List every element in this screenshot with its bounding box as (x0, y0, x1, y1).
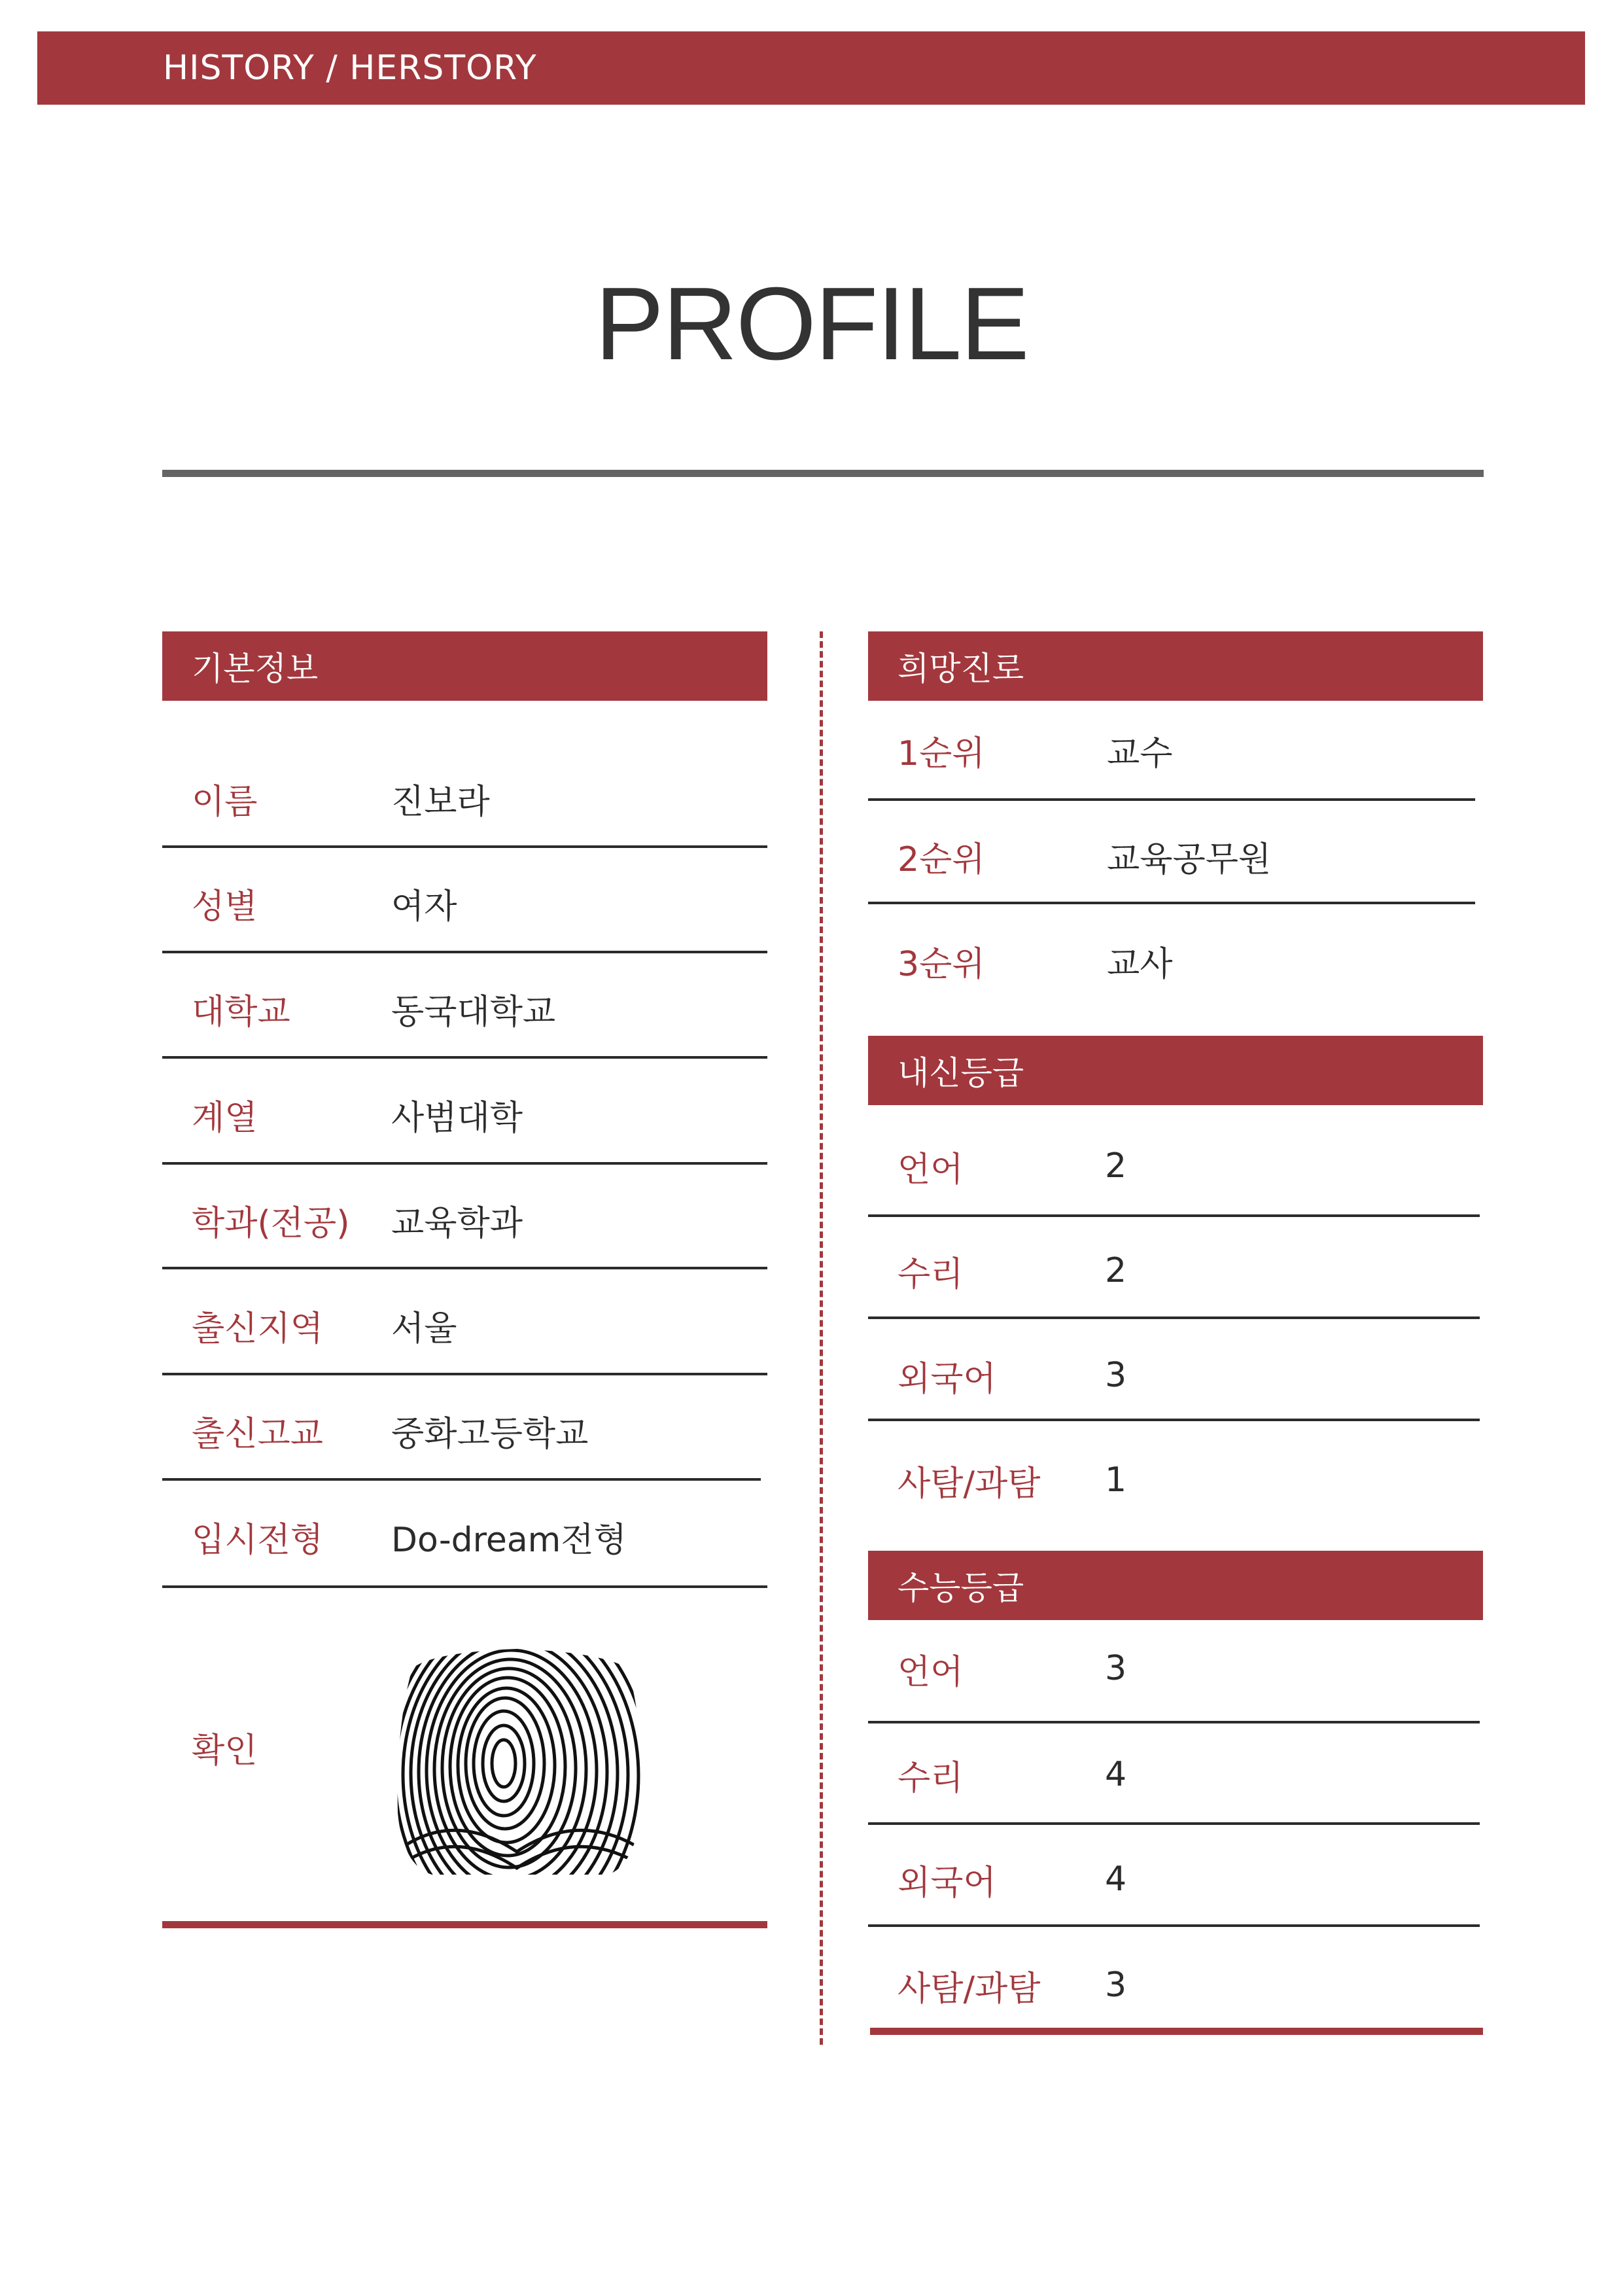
school-grade-row-inquiry (868, 1428, 1476, 1532)
career-row-3 (868, 908, 1476, 1013)
basic-info-bottom-rule (162, 1921, 767, 1928)
school-grade-row-math (868, 1218, 1476, 1323)
grade-value: 1 (1105, 1460, 1127, 1500)
name-value: 진보라 (391, 782, 490, 822)
basic-info-row-college (162, 1062, 767, 1167)
subject-label: 사탐/과탐 (898, 1464, 1041, 1504)
grade-value: 3 (1105, 1649, 1127, 1688)
row-divider (868, 1316, 1480, 1319)
confirm-label: 확인 (192, 1731, 258, 1771)
career-rank-value: 교사 (1107, 944, 1173, 984)
subject-label: 수리 (898, 1758, 964, 1798)
subject-label: 외국어 (898, 1359, 996, 1399)
row-divider (868, 1214, 1480, 1217)
basic-info-row-admission (162, 1484, 767, 1589)
grade-value: 4 (1105, 1755, 1127, 1794)
career-rank-label: 2순위 (898, 839, 985, 879)
career-row-2 (868, 804, 1476, 908)
career-row-1 (868, 698, 1476, 802)
row-divider (162, 1585, 767, 1588)
row-divider (162, 845, 767, 848)
column-divider (820, 631, 823, 2045)
row-divider (162, 1373, 767, 1375)
grade-value: 3 (1105, 1966, 1127, 2005)
csat-grade-row-language (868, 1616, 1476, 1721)
school-grades-heading (868, 1036, 1483, 1105)
csat-grades-heading (868, 1551, 1483, 1620)
row-divider (868, 1419, 1480, 1421)
university-value: 동국대학교 (391, 992, 556, 1032)
major-value: 교육학과 (391, 1203, 523, 1243)
career-heading-text: 희망진로 (898, 650, 1024, 688)
grade-value: 2 (1105, 1251, 1127, 1290)
highschool-label: 출신고교 (192, 1414, 323, 1454)
header-bar (37, 31, 1585, 105)
basic-info-heading-text: 기본정보 (192, 650, 319, 688)
subject-label: 사탐/과탐 (898, 1969, 1041, 2009)
region-value: 서울 (391, 1309, 457, 1349)
row-divider (868, 1822, 1480, 1825)
highschool-value: 중화고등학교 (391, 1414, 589, 1454)
basic-info-row-name (162, 746, 767, 851)
row-divider (868, 798, 1475, 801)
fingerprint-icon (393, 1649, 648, 1878)
grade-value: 4 (1105, 1860, 1127, 1899)
career-rank-value: 교육공무원 (1107, 839, 1272, 879)
page-title: PROFILE (595, 266, 1028, 381)
row-divider (868, 1924, 1480, 1927)
major-label: 학과(전공) (192, 1203, 350, 1243)
career-heading (868, 631, 1483, 701)
college-value: 사범대학 (391, 1098, 523, 1138)
row-divider (162, 1267, 767, 1269)
csat-grade-row-foreign (868, 1827, 1476, 1932)
school-grades-heading-text: 내신등급 (898, 1054, 1024, 1092)
header-title: HISTORY / HERSTORY (163, 48, 537, 88)
row-divider (162, 951, 767, 953)
region-label: 출신지역 (192, 1309, 323, 1349)
gender-label: 성별 (192, 887, 258, 927)
university-label: 대학교 (192, 992, 290, 1032)
row-divider (868, 902, 1475, 904)
subject-label: 언어 (898, 1150, 964, 1190)
subject-label: 수리 (898, 1254, 964, 1294)
gender-value: 여자 (391, 887, 457, 927)
row-divider (162, 1478, 761, 1481)
grades-bottom-rule (870, 2028, 1483, 2035)
title-divider (162, 470, 1484, 477)
career-rank-value: 교수 (1107, 733, 1173, 773)
row-divider (162, 1056, 767, 1059)
subject-label: 언어 (898, 1652, 964, 1692)
basic-info-row-gender (162, 851, 767, 955)
admission-value: Do-dream전형 (391, 1520, 627, 1560)
csat-grades-heading-text: 수능등급 (898, 1569, 1024, 1607)
name-label: 이름 (192, 782, 258, 822)
csat-grade-row-math (868, 1722, 1476, 1827)
college-label: 계열 (192, 1098, 258, 1138)
school-grade-row-language (868, 1114, 1476, 1218)
admission-label: 입시전형 (192, 1520, 323, 1560)
grade-value: 2 (1105, 1146, 1127, 1186)
basic-info-row-highschool (162, 1378, 767, 1483)
career-rank-label: 3순위 (898, 944, 985, 984)
basic-info-row-major (162, 1167, 767, 1272)
grade-value: 3 (1105, 1356, 1127, 1395)
school-grade-row-foreign (868, 1323, 1476, 1428)
basic-info-row-university (162, 956, 767, 1061)
career-rank-label: 1순위 (898, 733, 985, 773)
csat-grade-row-inquiry (868, 1933, 1476, 2038)
row-divider (162, 1162, 767, 1165)
basic-info-heading (162, 631, 767, 701)
subject-label: 외국어 (898, 1863, 996, 1903)
basic-info-row-region (162, 1273, 767, 1377)
